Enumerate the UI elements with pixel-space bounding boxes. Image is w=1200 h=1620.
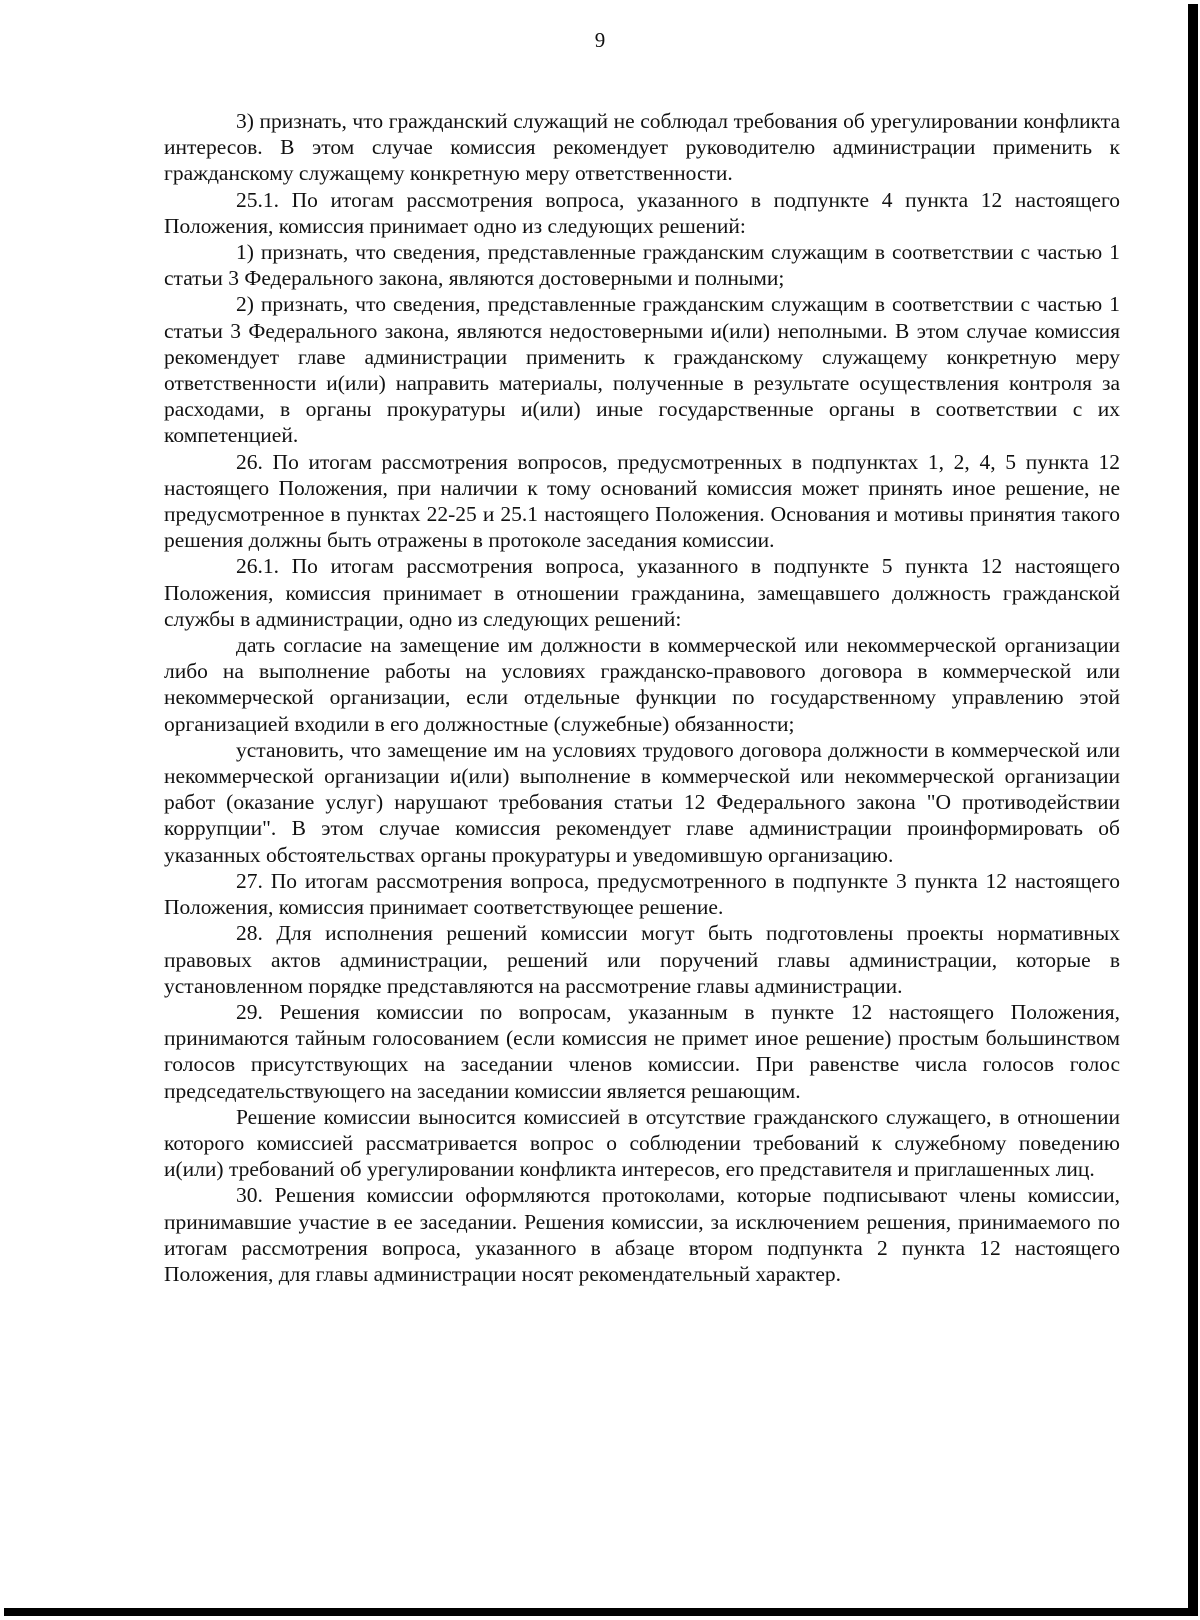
paragraph-clause-29-decision: Решение комиссии выносится комиссией в отсутствие гражданского служащего, в отношении которого комиссией рассматривается вопрос о соблюдении требований к служебному поведению и(или) требований об урегулировании конфликта интересов, его представителя и приглашенных лиц.	[164, 1104, 1120, 1182]
paragraph-clause-25-1: 25.1. По итогам рассмотрения вопроса, указанного в подпункте 4 пункта 12 настоящего Положения, комиссия принимает одно из следующих решений:	[164, 187, 1120, 238]
paragraph-clause-30: 30. Решения комиссии оформляются протоколами, которые подписывают члены комиссии, принимавшие участие в ее заседании. Решения комиссии, за исключением решения, принимаемого по итогам рассмотрения вопроса, указанного в абзаце втором подпункта 2 пункта 12 настоящего Положения, для главы администрации носят рекомендательный характер.	[164, 1183, 1120, 1286]
paragraph-consent: дать согласие на замещение им должности в коммерческой или некоммерческой организации либо на выполнение работы на условиях гражданско-правового договора в коммерческой или некоммерческой организации, если отдельные функции по государственному управлению этой организацией входили в его должностные (служебные) обязанности;	[164, 633, 1120, 736]
paragraph-violation: установить, что замещение им на условиях трудового договора должности в коммерческой или некоммерческой организации и(или) выполнение в коммерческой или некоммерческой организации работ (оказание услуг) нарушают требования статьи 12 Федерального закона "О противодействии коррупции". В этом случае комиссия рекомендует главе администрации проинформировать об указанных обстоятельствах органы прокуратуры и уведомившую организацию.	[164, 737, 1120, 867]
paragraph-item-25-1-1: 1) признать, что сведения, представленные гражданским служащим в соответствии с частью 1 статьи 3 Федерального закона, являются достоверными и полными;	[164, 240, 1120, 291]
paragraph-clause-28: 28. Для исполнения решений комиссии могут быть подготовлены проекты нормативных правовых актов администрации, решений или поручений главы администрации, которые в установленном порядке представляются на рассмотрение главы администрации.	[164, 921, 1120, 998]
paragraph-clause-26: 26. По итогам рассмотрения вопросов, предусмотренных в подпунктах 1, 2, 4, 5 пункта 12 настоящего Положения, при наличии к тому оснований комиссия может принять иное решение, не предусмотренное в пунктах 22-25 и 25.1 настоящего Положения. Основания и мотивы принятия такого решения должны быть отражены в протоколе заседания комиссии.	[164, 449, 1120, 553]
document-body	[164, 108, 1120, 1287]
paragraph-clause-26-1: 26.1. По итогам рассмотрения вопроса, указанного в подпункте 5 пункта 12 настоящего Положения, комиссия принимает в отношении гражданина, замещавшего должность гражданской службы в администрации, одно из следующих решений:	[164, 554, 1120, 631]
paragraph-clause-29: 29. Решения комиссии по вопросам, указанным в пункте 12 настоящего Положения, принимаются тайным голосованием (если комиссия не примет иное решение) простым большинством голосов присутствующих на заседании членов комиссии. При равенстве числа голосов голос председательствующего на заседании комиссии является решающим.	[164, 999, 1120, 1103]
paragraph-clause-27: 27. По итогам рассмотрения вопроса, предусмотренного в подпункте 3 пункта 12 настоящего Положения, комиссия принимает соответствующее решение.	[164, 868, 1120, 920]
paragraph-item-25-1-2: 2) признать, что сведения, представленные гражданским служащим в соответствии с частью 1 статьи 3 Федерального закона, являются недостоверными и(или) неполными. В этом случае комиссия рекомендует главе администрации применить к гражданскому служащему конкретную меру ответственности и(или) направить материалы, полученные в результате осуществления контроля за расходами, в органы прокуратуры и(или) иные государственные органы в соответствии с их компетенцией.	[164, 292, 1120, 448]
paragraph-item-3: 3) признать, что гражданский служащий не соблюдал требования об урегулировании конфликта интересов. В этом случае комиссия рекомендует руководителю администрации применить к гражданскому служащему конкретную меру ответственности.	[164, 109, 1120, 186]
page-number: 9	[594, 28, 606, 52]
